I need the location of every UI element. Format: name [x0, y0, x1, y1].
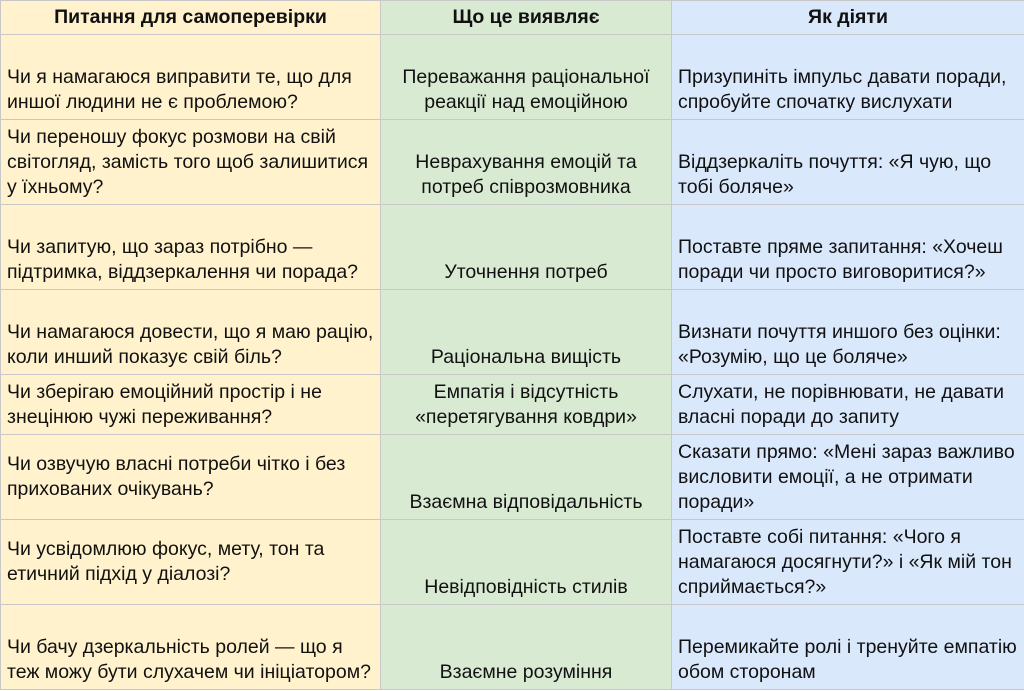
reveals-cell: Невідповідність стилів — [381, 520, 672, 605]
table-row — [1, 35, 1024, 120]
question-cell: Чи зберігаю емоційний простір і не знецінюю чужі переживання? — [1, 375, 381, 435]
table-header-row — [1, 1, 1024, 35]
table-row — [1, 290, 1024, 375]
action-cell: Сказати прямо: «Мені зараз важливо висловити емоції, а не отримати поради» — [672, 435, 1024, 520]
reveals-cell: Неврахування емоцій та потреб співрозмовника — [381, 120, 672, 205]
action-cell: Слухати, не порівнювати, не давати власні поради до запиту — [672, 375, 1024, 435]
action-cell: Визнати почуття иншого без оцінки: «Розумію, що це боляче» — [672, 290, 1024, 375]
header-question: Питання для самоперевірки — [1, 1, 381, 35]
reveals-cell: Емпатія і відсутність «перетягування ковдри» — [381, 375, 672, 435]
question-cell: Чи усвідомлюю фокус, мету, тон та етичний підхід у діалозі? — [1, 520, 381, 605]
question-cell: Чи я намагаюся виправити те, що для иншої людини не є проблемою? — [1, 35, 381, 120]
table-row — [1, 120, 1024, 205]
question-cell: Чи намагаюся довести, що я маю рацію, коли инший показує свій біль? — [1, 290, 381, 375]
table-row — [1, 435, 1024, 520]
reveals-cell: Переважання раціональної реакції над емоційною — [381, 35, 672, 120]
table-row — [1, 375, 1024, 435]
reveals-cell: Взаємна відповідальність — [381, 435, 672, 520]
header-reveals: Що це виявляє — [381, 1, 672, 35]
table-row — [1, 520, 1024, 605]
action-cell: Поставте собі питання: «Чого я намагаюся досягнути?» і «Як мій тон сприймається?» — [672, 520, 1024, 605]
header-action: Як діяти — [672, 1, 1024, 35]
question-cell: Чи запитую, що зараз потрібно — підтримка, віддзеркалення чи порада? — [1, 205, 381, 290]
reveals-cell: Взаємне розуміння — [381, 605, 672, 690]
action-cell: Призупиніть імпульс давати поради, спробуйте спочатку вислухати — [672, 35, 1024, 120]
reveals-cell: Уточнення потреб — [381, 205, 672, 290]
question-cell: Чи переношу фокус розмови на свій світогляд, замість того щоб залишитися у їхньому? — [1, 120, 381, 205]
table-row — [1, 605, 1024, 690]
action-cell: Поставте пряме запитання: «Хочеш поради чи просто виговоритися?» — [672, 205, 1024, 290]
action-cell: Перемикайте ролі і тренуйте емпатію обом сторонам — [672, 605, 1024, 690]
reveals-cell: Раціональна вищість — [381, 290, 672, 375]
question-cell: Чи бачу дзеркальність ролей — що я теж можу бути слухачем чи ініціатором? — [1, 605, 381, 690]
question-cell: Чи озвучую власні потреби чітко і без прихованих очікувань? — [1, 435, 381, 520]
table-row — [1, 205, 1024, 290]
action-cell: Віддзеркаліть почуття: «Я чую, що тобі боляче» — [672, 120, 1024, 205]
